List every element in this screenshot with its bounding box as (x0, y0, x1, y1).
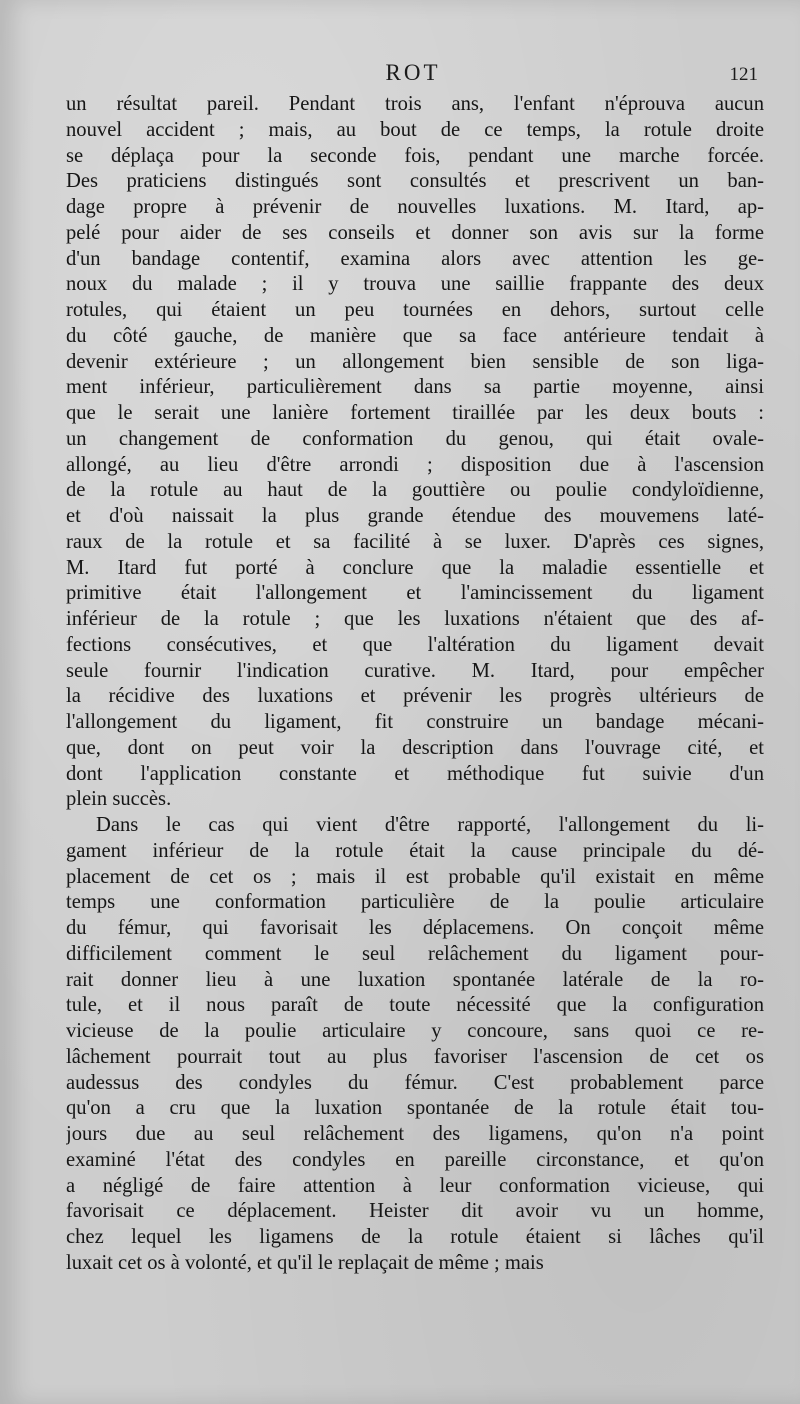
text-line: noux du malade ; il y trouva une saillie frappante des deux (66, 273, 764, 296)
text-line: pelé pour aider de ses conseils et donner son avis sur la forme (66, 221, 764, 244)
text-line: seule fournir l'indication curative. M. Itard, pour empêcher (66, 659, 764, 682)
text-line: M. Itard fut porté à conclure que la maladie essentielle et (66, 556, 764, 579)
text-line: rait donner lieu à une luxation spontanée latérale de la ro- (66, 968, 764, 991)
text-line: chez lequel les ligamens de la rotule étaient si lâches qu'il (66, 1226, 764, 1248)
text-line: examiné l'état des condyles en pareille circonstance, et qu'on (66, 1148, 764, 1171)
text-line: la récidive des luxations et prévenir les progrès ultérieurs de (66, 685, 764, 708)
text-line: plein succès. (66, 788, 172, 811)
text-line: raux de la rotule et sa facilité à se luxer. D'après ces signes, (66, 530, 764, 553)
text-line: luxait cet os à volonté, et qu'il le replaçait de même ; mais (66, 1251, 544, 1274)
text-line: dont l'application constante et méthodique fut suivie d'un (66, 762, 764, 785)
text-line: a négligé de faire attention à leur conformation vicieuse, qui (66, 1174, 764, 1197)
text-line: gament inférieur de la rotule était la cause principale du dé- (66, 839, 764, 862)
text-line: lâchement pourrait tout au plus favoriser l'ascension de cet os (66, 1045, 764, 1068)
text-line: difficilement comment le seul relâchement du ligament pour- (66, 942, 764, 965)
text-line: favorisait ce déplacement. Heister dit avoir vu un homme, (66, 1200, 764, 1223)
text-line: Des praticiens distingués sont consultés et prescrivent un ban- (66, 170, 764, 193)
text-line: un résultat pareil. Pendant trois ans, l'enfant n'éprouva aucun (66, 93, 764, 115)
text-line: vicieuse de la poulie articulaire y concoure, sans quoi ce re- (66, 1020, 764, 1042)
text-line: fections consécutives, et que l'altération du ligament devait (66, 633, 764, 656)
text-line: et d'où naissait la plus grande étendue des mouvemens laté- (66, 505, 764, 527)
text-line: du fémur, qui favorisait les déplacemens. On conçoit même (66, 917, 764, 939)
text-line: se déplaça pour la seconde fois, pendant une marche forcée. (66, 144, 764, 167)
text-line: du côté gauche, de manière que sa face antérieure tendait à (66, 324, 764, 347)
text-line: l'allongement du ligament, fit construire un bandage mécani- (66, 711, 764, 733)
text-line: de la rotule au haut de la gouttière ou poulie condyloïdienne, (66, 479, 764, 502)
text-line: d'un bandage contentif, examina alors avec attention les ge- (66, 247, 764, 270)
body-text (66, 92, 764, 1277)
text-line: que, dont on peut voir la description dans l'ouvrage cité, et (66, 736, 764, 759)
text-line: un changement de conformation du genou, qui était ovale- (66, 427, 764, 450)
text-line: tule, et il nous paraît de toute nécessité que la configuration (66, 994, 764, 1017)
paragraph (66, 813, 764, 1277)
paragraph (66, 92, 764, 813)
text-line: allongé, au lieu d'être arrondi ; disposition due à l'ascension (66, 453, 764, 476)
text-line: que le serait une lanière fortement tiraillée par les deux bouts : (66, 402, 764, 424)
text-line: rotules, qui étaient un peu tournées en dehors, surtout celle (66, 299, 764, 321)
text-line: Dans le cas qui vient d'être rapporté, l'allongement du li- (96, 814, 764, 836)
text-line: primitive était l'allongement et l'amincissement du ligament (66, 582, 764, 605)
text-line: dage propre à prévenir de nouvelles luxations. M. Itard, ap- (66, 196, 764, 218)
page-header (68, 60, 758, 92)
text-line: temps une conformation particulière de la poulie articulaire (66, 891, 764, 914)
running-head: ROT (385, 60, 441, 85)
page-number: 121 (729, 64, 758, 85)
text-line: jours due au seul relâchement des ligamens, qu'on n'a point (66, 1123, 764, 1145)
text-line: qu'on a cru que la luxation spontanée de la rotule était tou- (66, 1097, 764, 1120)
text-line: ment inférieur, particulièrement dans sa partie moyenne, ainsi (66, 376, 764, 399)
text-line: inférieur de la rotule ; que les luxations n'étaient que des af- (66, 608, 764, 630)
text-line: devenir extérieure ; un allongement bien sensible de son liga- (66, 350, 764, 373)
text-line: placement de cet os ; mais il est probable qu'il existait en même (66, 865, 764, 888)
text-line: nouvel accident ; mais, au bout de ce temps, la rotule droite (66, 118, 764, 141)
text-line: audessus des condyles du fémur. C'est probablement parce (66, 1071, 764, 1094)
